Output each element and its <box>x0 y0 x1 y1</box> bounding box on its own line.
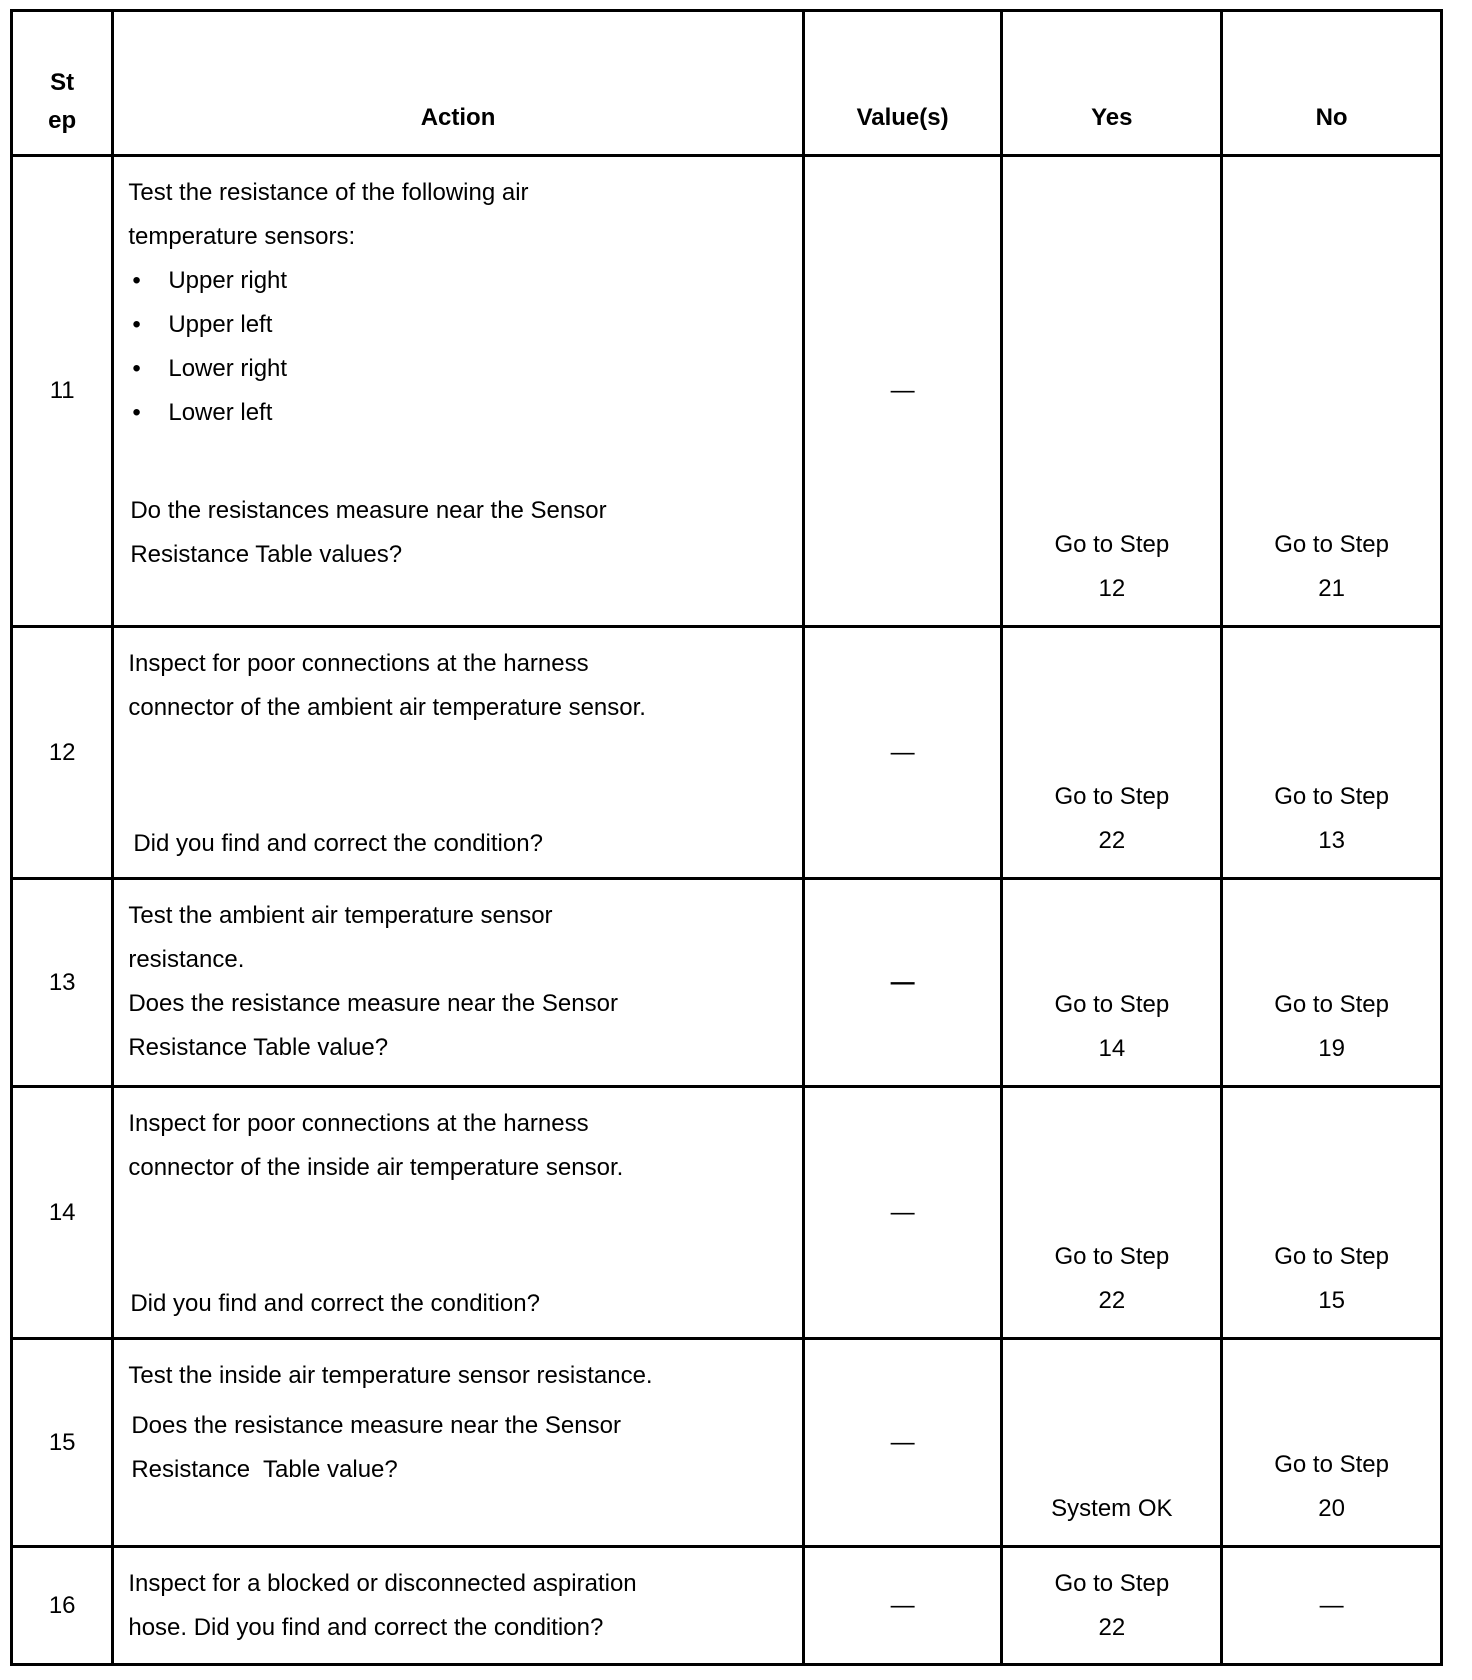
yes-result-label: System OK <box>1051 1495 1173 1522</box>
yes-goto-label: Go to Step <box>1054 1569 1170 1597</box>
action-question: Resistance Table value? <box>128 1034 389 1061</box>
yes-goto-step: 14 <box>1098 1035 1126 1062</box>
bullet-icon: • <box>132 267 141 294</box>
yes-cell <box>1002 156 1222 627</box>
no-cell <box>1222 1339 1442 1547</box>
action-text: Inspect for a blocked or disconnected aspiration <box>128 1569 637 1597</box>
action-question: Does the resistance measure near the Sensor <box>131 1412 621 1439</box>
action-cell <box>113 1547 803 1665</box>
list-item: • Upper left <box>128 303 791 347</box>
yes-goto-step: 12 <box>1098 575 1126 602</box>
action-text: Test the resistance of the following air <box>128 179 529 206</box>
action-text: Test the inside air temperature sensor resistance. <box>128 1362 653 1389</box>
value-cell: — <box>803 1547 1002 1665</box>
value-cell: — <box>803 1087 1002 1339</box>
sensor-list <box>128 259 791 435</box>
no-goto-step: 15 <box>1318 1287 1345 1314</box>
action-text: connector of the inside air temperature sensor. <box>128 1154 624 1181</box>
yes-goto-label: Go to Step <box>1054 991 1170 1018</box>
yes-goto-label: Go to Step <box>1054 1243 1170 1270</box>
step-number: 15 <box>12 1339 113 1547</box>
step-number: 12 <box>12 627 113 879</box>
header-step <box>12 11 113 156</box>
list-item: • Upper right <box>128 259 791 303</box>
bullet-icon: • <box>132 399 141 426</box>
no-goto-label: Go to Step <box>1274 1243 1389 1270</box>
value-cell: — <box>803 156 1002 627</box>
action-text: resistance. <box>128 946 245 973</box>
no-cell <box>1222 156 1442 627</box>
no-cell <box>1222 879 1442 1087</box>
step-number: 11 <box>12 156 113 627</box>
action-cell <box>113 627 803 879</box>
header-step-line2: ep <box>48 107 77 134</box>
value-cell: — <box>803 1339 1002 1547</box>
table-row <box>12 1547 1442 1665</box>
no-goto-label: Go to Step <box>1274 991 1389 1018</box>
no-goto-label: Go to Step <box>1274 783 1389 810</box>
value-cell: — <box>803 879 1002 1087</box>
step-number: 13 <box>12 879 113 1087</box>
action-question: Resistance Table value? <box>131 1456 398 1483</box>
action-text: hose. Did you find and correct the condition? <box>128 1613 604 1641</box>
action-text: Inspect for poor connections at the harness <box>128 650 589 677</box>
action-cell <box>113 1339 803 1547</box>
action-cell <box>113 879 803 1087</box>
yes-goto-step: 22 <box>1098 827 1126 854</box>
header-no: No <box>1222 11 1442 156</box>
action-question: Did you find and correct the condition? <box>133 830 543 857</box>
action-text: temperature sensors: <box>128 223 356 250</box>
yes-cell <box>1002 1547 1222 1665</box>
yes-goto-step: 22 <box>1098 1287 1126 1314</box>
table-row <box>12 879 1442 1087</box>
action-question: Did you find and correct the condition? <box>130 1290 540 1317</box>
yes-cell <box>1002 627 1222 879</box>
no-cell: — <box>1222 1547 1442 1665</box>
no-goto-label: Go to Step <box>1274 1451 1389 1478</box>
action-question: Resistance Table values? <box>130 541 403 568</box>
bullet-icon: • <box>132 355 141 382</box>
diagnostic-table <box>10 9 1443 1666</box>
table-row <box>12 627 1442 879</box>
action-text: connector of the ambient air temperature sensor. <box>128 694 646 721</box>
header-row <box>12 11 1442 156</box>
action-question: Do the resistances measure near the Sensor <box>130 497 607 524</box>
header-action: Action <box>113 11 803 156</box>
table-row <box>12 1087 1442 1339</box>
no-goto-step: 20 <box>1318 1495 1345 1522</box>
action-cell <box>113 1087 803 1339</box>
table-row <box>12 156 1442 627</box>
list-item: • Lower left <box>128 391 791 435</box>
no-goto-step: 13 <box>1318 827 1345 854</box>
yes-cell <box>1002 1339 1222 1547</box>
action-text: Test the ambient air temperature sensor <box>128 902 553 929</box>
step-number: 16 <box>12 1547 113 1665</box>
action-cell <box>113 156 803 627</box>
value-cell: — <box>803 627 1002 879</box>
yes-cell <box>1002 1087 1222 1339</box>
yes-goto-step: 22 <box>1098 1613 1126 1641</box>
list-item: • Lower right <box>128 347 791 391</box>
action-text: Inspect for poor connections at the harness <box>128 1110 589 1137</box>
no-goto-step: 21 <box>1318 575 1345 602</box>
bullet-icon: • <box>132 311 141 338</box>
table-row <box>12 1339 1442 1547</box>
header-yes: Yes <box>1002 11 1222 156</box>
yes-cell <box>1002 879 1222 1087</box>
yes-goto-label: Go to Step <box>1054 531 1170 558</box>
no-cell <box>1222 1087 1442 1339</box>
no-cell <box>1222 627 1442 879</box>
header-values: Value(s) <box>803 11 1002 156</box>
header-step-line1: St <box>50 69 75 96</box>
yes-goto-label: Go to Step <box>1054 783 1170 810</box>
step-number: 14 <box>12 1087 113 1339</box>
no-goto-label: Go to Step <box>1274 531 1389 558</box>
action-question: Does the resistance measure near the Sensor <box>128 990 618 1017</box>
no-goto-step: 19 <box>1318 1035 1345 1062</box>
